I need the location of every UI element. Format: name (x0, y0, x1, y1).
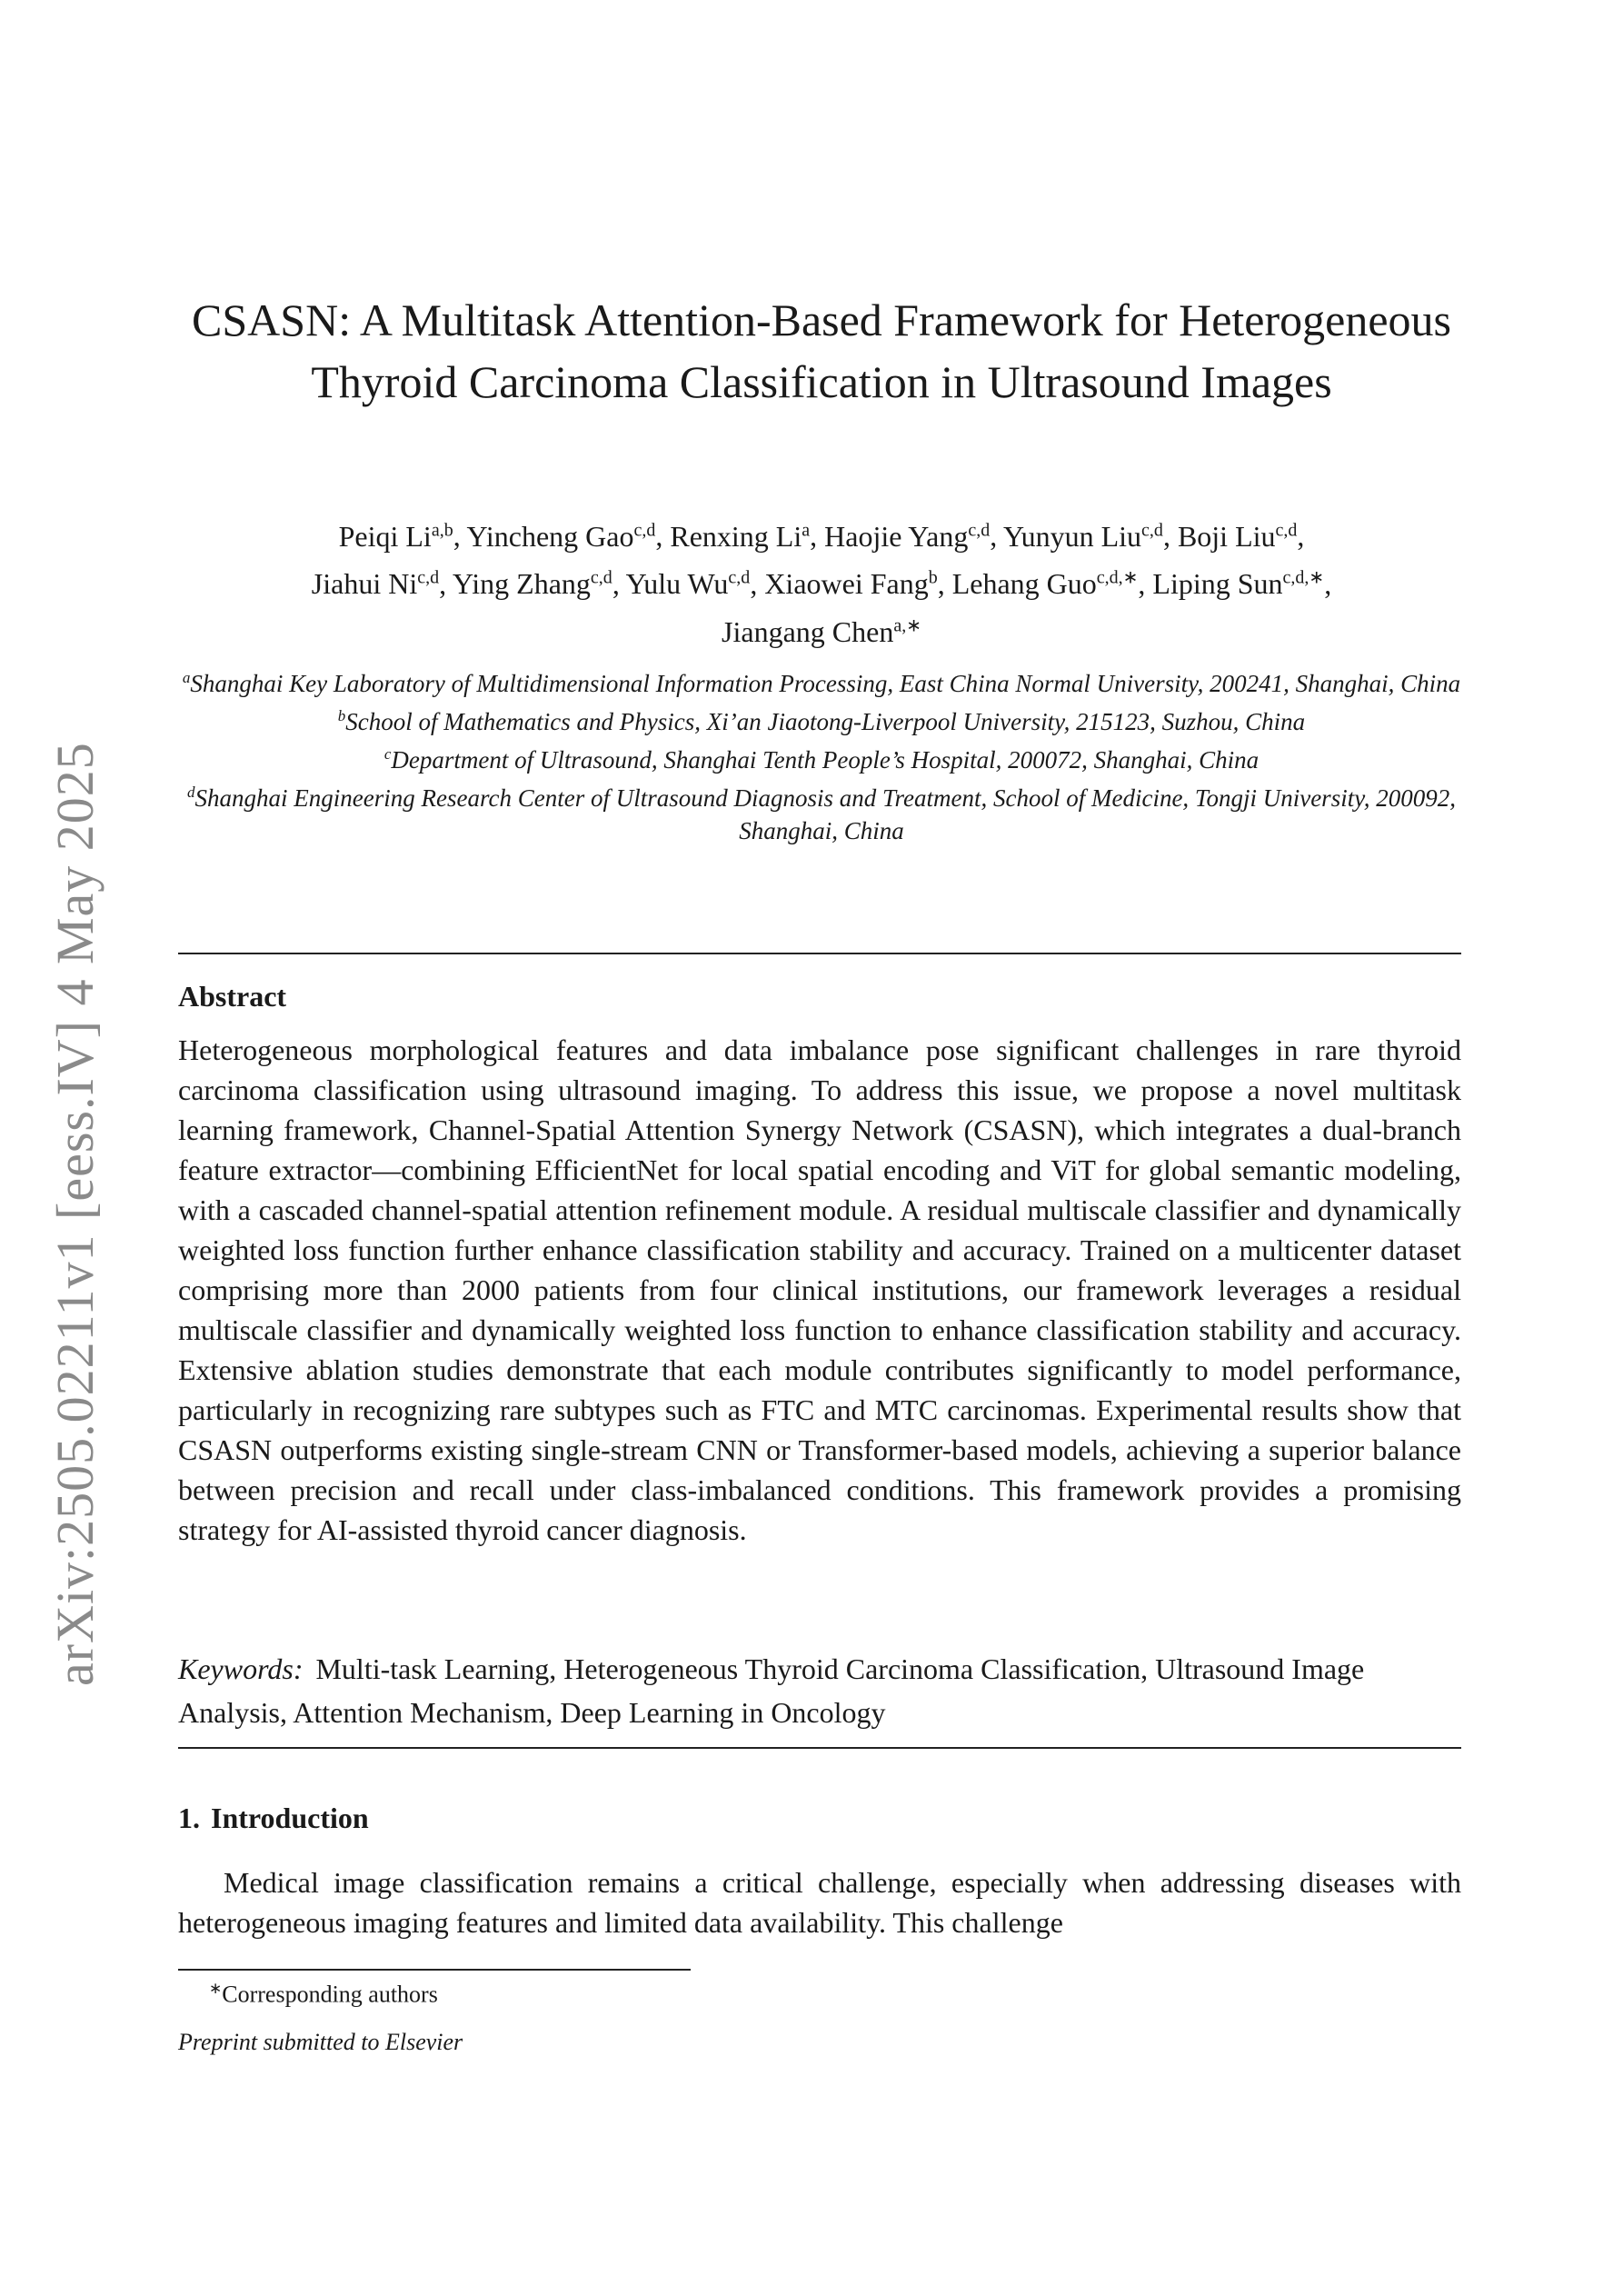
author (467, 520, 656, 553)
author-affiliation-mark: c,d,∗ (1282, 567, 1325, 588)
author-name: Ying Zhang (452, 567, 591, 601)
affiliation (178, 776, 1465, 847)
author-list: Peiqi Li$^{a,b}$, Yincheng Gao$^{c,d}$, Renxing Li$^a$, Haojie Yang$^{c,d}$, Yunyun Liu$^{c,d}$, Boji Liu$^{c,d}$, Jiahui Ni$^{c,d}$, Ying Zhang$^{c,d}$, Yulu Wu$^{c,d}$, Xiaowei Fang$^b$, Lehang Guo$^{c,d,∗}$, Liping Sun$^{c,d,∗}$, Jiangang Chen$^{a,∗}$ (311, 519, 1332, 648)
author-name: Renxing Li (670, 519, 802, 553)
author-name: Yincheng Gao (466, 519, 634, 553)
affiliation (178, 738, 1465, 776)
paper-title: CSASN: A Multitask Attention-Based Framework for Heterogeneous Thyroid Carcinoma Classification in Ultrasound Images (192, 294, 1451, 407)
affiliation-mark: b (337, 707, 346, 724)
section-title: Introduction (211, 1802, 369, 1834)
bottom-divider (178, 1747, 1461, 1749)
author-affiliation-mark: c,d (1141, 520, 1163, 540)
author-name: Jiahui Ni (311, 567, 418, 601)
author-affiliation-mark: c,d (417, 567, 440, 588)
footnote-mark: ∗ (209, 1980, 223, 1997)
author (1178, 520, 1297, 553)
affiliation (178, 662, 1465, 700)
affiliation-mark: a (182, 669, 191, 686)
author-affiliation-mark: c,d (728, 567, 751, 588)
author (764, 567, 937, 600)
author-name: Yunyun Liu (1003, 519, 1142, 553)
author-name: Lehang Guo (951, 567, 1097, 601)
author-name: Liping Sun (1152, 567, 1283, 601)
keywords (178, 1647, 1461, 1734)
author (453, 567, 612, 600)
author-affiliation-mark: a,b (431, 520, 453, 540)
author (626, 567, 751, 600)
footnote-divider (178, 1969, 691, 1971)
author-affiliation-mark: c,d (590, 567, 612, 588)
author-name: Haojie Yang (824, 519, 969, 553)
section-number: 1. (178, 1802, 200, 1834)
author (339, 520, 453, 553)
author-name: Boji Liu (1177, 519, 1276, 553)
affiliation-mark: d (187, 784, 195, 801)
footnote-text: Corresponding authors (222, 1981, 438, 2008)
section-heading (178, 1802, 369, 1835)
author-affiliation-mark: c,d,∗ (1096, 567, 1139, 588)
abstract-text: Heterogeneous morphological features and data imbalance pose significant challenges in rare thyroid carcinoma classification using ultrasound imaging. To address this issue, we propose a novel multitask learning framework, Channel-Spatial Attention Synergy Network (CSASN), which integrates a dual-branch feature extractor—combining EfficientNet for local spatial encoding and ViT for global semantic modeling, with a cascaded channel-spatial attention refinement module. A residual multiscale classifier and dynamically weighted loss function further enhance classification stability and accuracy. Trained on a multicenter dataset comprising more than 2000 patients from four clinical institutions, our framework leverages a residual multiscale classifier and dynamically weighted loss function to enhance classification stability and accuracy. Extensive ablation studies demonstrate that each module contributes significantly to model performance, particularly in recognizing rare subtypes such as FTC and MTC carcinomas. Experimental results show that CSASN outperforms existing single-stream CNN or Transformer-based models, achieving a superior balance between precision and recall under class-imbalanced conditions. This framework provides a promising strategy for AI-assisted thyroid cancer diagnosis. (178, 1033, 1461, 1546)
author (312, 567, 439, 600)
author (824, 520, 990, 553)
affiliation-text: Shanghai Key Laboratory of Multidimensional Information Processing, East China Normal University, 200241, Shanghai, China (190, 670, 1461, 697)
author-name: Xiaowei Fang (764, 567, 929, 601)
keywords-text: Multi-task Learning, Heterogeneous Thyroid Carcinoma Classification, Ultrasound Image Analysis, Attention Mechanism, Deep Learning in Oncology (178, 1652, 1365, 1729)
author (670, 520, 810, 553)
author-affiliation-mark: a,∗ (893, 615, 921, 636)
author (952, 567, 1139, 600)
affiliation-mark: c (383, 745, 392, 763)
author-name: Peiqi Li (338, 519, 432, 553)
author (1003, 520, 1163, 553)
author (1152, 567, 1324, 600)
affiliation (178, 700, 1465, 738)
arxiv-identifier: arXiv:2505.02211v1 [eess.IV] 4 May 2025 (45, 742, 105, 1686)
top-divider (178, 953, 1461, 954)
keywords-label: Keywords: (178, 1652, 304, 1685)
abstract-heading: Abstract (178, 980, 287, 1013)
author-name: Yulu Wu (625, 567, 729, 601)
affiliation-list (178, 662, 1465, 847)
author-name: Jiangang Chen (722, 614, 894, 648)
affiliation-text: Shanghai Engineering Research Center of Ultrasound Diagnosis and Treatment, School of Medicine, Tongji University, 200092, Shanghai, China (194, 784, 1456, 844)
footnote (209, 1980, 438, 2009)
preprint-note: Preprint submitted to Elsevier (178, 2029, 463, 2055)
author-affiliation-mark: c,d (633, 520, 656, 540)
author-affiliation-mark: c,d (968, 520, 991, 540)
introduction-text: Medical image classification remains a critical challenge, especially when addressing diseases with heterogeneous imaging features and limited data availability. This challenge (178, 1866, 1461, 1939)
author-affiliation-mark: a (802, 520, 811, 540)
author (722, 615, 921, 648)
author-affiliation-mark: c,d (1275, 520, 1298, 540)
author-affiliation-mark: b (928, 567, 938, 588)
affiliation-text: School of Mathematics and Physics, Xi’an Jiaotong-Liverpool University, 215123, Suzhou, China (345, 708, 1306, 735)
affiliation-text: Department of Ultrasound, Shanghai Tenth People’s Hospital, 200072, Shanghai, China (391, 746, 1260, 774)
